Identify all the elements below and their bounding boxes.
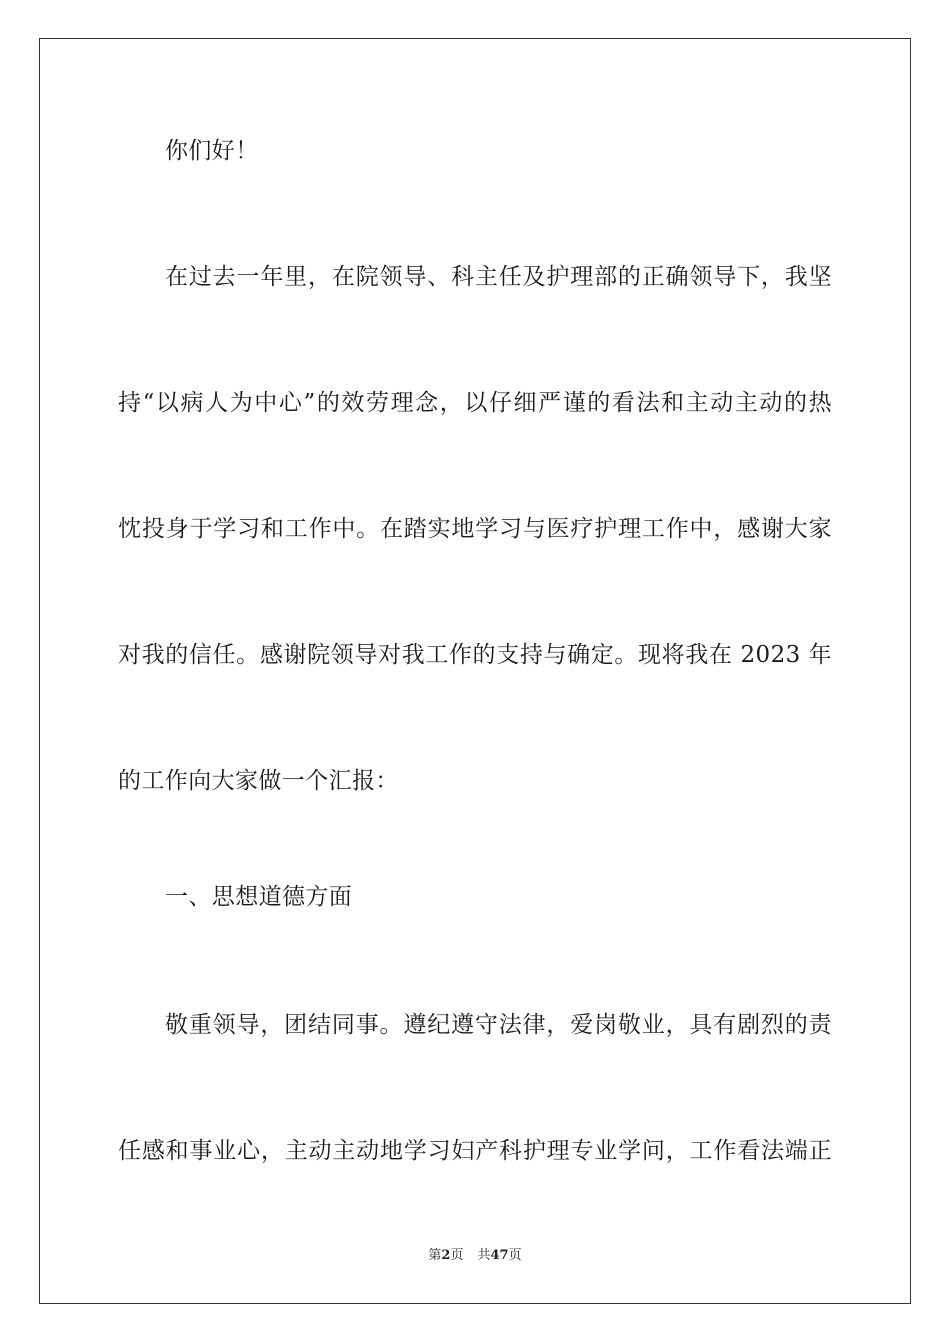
paragraph-line: 在过去一年里，在院领导、科主任及护理部的正确领导下，我坚 xyxy=(165,264,832,290)
paragraph-line: 持“以病人为中心”的效劳理念，以仔细严谨的看法和主动主动的热 xyxy=(118,390,832,416)
total-suffix: 页 xyxy=(508,1248,522,1263)
greeting-line: 你们好！ xyxy=(165,138,259,164)
total-pages: 47 xyxy=(490,1248,509,1263)
page-suffix: 页 xyxy=(450,1248,464,1263)
paragraph-line: 任感和事业心，主动主动地学习妇产科护理专业学问，工作看法端正 xyxy=(118,1138,832,1164)
paragraph-line: 敬重领导，团结同事。遵纪遵守法律，爱岗敬业，具有剧烈的责 xyxy=(165,1012,832,1038)
paragraph-line: 对我的信任。感谢院领导对我工作的支持与确定。现将我在 2023 年 xyxy=(118,642,832,668)
page-border xyxy=(39,38,911,1304)
page-number: 2 xyxy=(441,1248,451,1263)
page-footer xyxy=(0,1247,950,1265)
total-prefix: 共 xyxy=(477,1248,491,1263)
page-prefix: 第 xyxy=(428,1248,442,1263)
section-heading: 一、思想道德方面 xyxy=(165,884,353,910)
paragraph-line: 忱投身于学习和工作中。在踏实地学习与医疗护理工作中，感谢大家 xyxy=(118,516,832,542)
paragraph-line: 的工作向大家做一个汇报： xyxy=(118,768,399,794)
